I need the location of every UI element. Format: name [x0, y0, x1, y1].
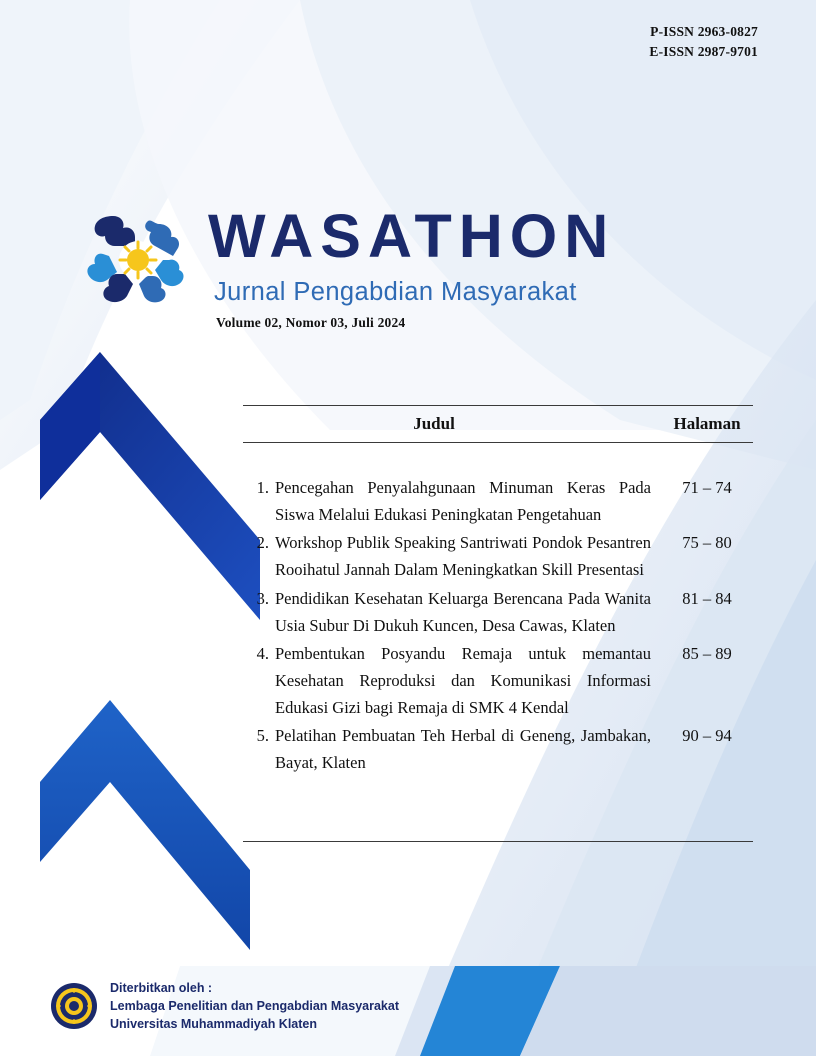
toc-item-pages: 90 – 94	[682, 726, 732, 746]
table-row[interactable]	[243, 723, 753, 776]
toc-item-title[interactable]: Pembentukan Posyandu Remaja untuk memantau Kesehatan Reproduksi dan Komunikasi Informasi Edukasi Gizi bagi Remaja di SMK 4 Kendal	[275, 644, 651, 717]
table-of-contents	[243, 405, 753, 842]
table-row[interactable]	[243, 475, 753, 528]
toc-rule-top	[243, 405, 753, 406]
publisher-footer	[0, 964, 816, 1056]
toc-item-title[interactable]: Pencegahan Penyalahgunaan Minuman Keras Pada Siswa Melalui Edukasi Peningkatan Pengetahuan	[275, 478, 651, 524]
journal-subtitle: Jurnal Pengabdian Masyarakat	[214, 278, 577, 306]
toc-item-title[interactable]: Pendidikan Kesehatan Keluarga Berencana Pada Wanita Usia Subur Di Dukuh Kuncen, Desa Cawas, Klaten	[275, 588, 651, 635]
toc-header-pages: Halaman	[673, 414, 741, 433]
toc-body	[243, 443, 753, 777]
publisher-line-2: Lembaga Penelitian dan Pengabdian Masyarakat	[110, 998, 399, 1013]
toc-item-title[interactable]: Pelatihan Pembuatan Teh Herbal di Geneng, Jambakan, Bayat, Klaten	[275, 726, 651, 773]
publisher-text	[110, 980, 399, 1033]
toc-item-pages: 81 – 84	[682, 588, 732, 608]
table-row[interactable]	[243, 586, 753, 639]
toc-item-title[interactable]: Workshop Publik Speaking Santriwati Pondok Pesantren Rooihatul Jannah Dalam Meningkatkan Skill Presentasi	[275, 533, 651, 580]
table-row[interactable]	[243, 530, 753, 583]
toc-item-pages: 71 – 74	[682, 478, 732, 497]
publisher-line-3: Universitas Muhammadiyah Klaten	[110, 1016, 318, 1031]
toc-item-pages: 85 – 89	[682, 644, 732, 664]
e-issn: E-ISSN 2987-9701	[649, 43, 758, 59]
wasathon-puzzle-sun-logo-icon	[83, 212, 193, 304]
issn-block	[649, 22, 758, 61]
table-row[interactable]	[243, 641, 753, 721]
toc-item-number: 4.	[256, 644, 269, 664]
publisher-line-1: Diterbitkan oleh :	[110, 981, 213, 995]
toc-item-number: 5.	[256, 726, 269, 746]
toc-header-row	[243, 412, 753, 442]
toc-item-number: 3.	[256, 588, 269, 608]
toc-item-number: 2.	[256, 533, 269, 553]
toc-rule-bottom	[243, 841, 753, 842]
masthead	[0, 198, 816, 348]
toc-item-number: 1.	[256, 478, 269, 497]
toc-header-title: Judul	[413, 414, 455, 433]
universitas-muhammadiyah-klaten-seal-icon	[50, 982, 98, 1030]
journal-wordmark: WASATHON	[208, 202, 616, 270]
p-issn: P-ISSN 2963-0827	[650, 24, 758, 39]
volume-issue-label: Volume 02, Nomor 03, Juli 2024	[216, 315, 406, 330]
toc-item-pages: 75 – 80	[682, 533, 732, 553]
